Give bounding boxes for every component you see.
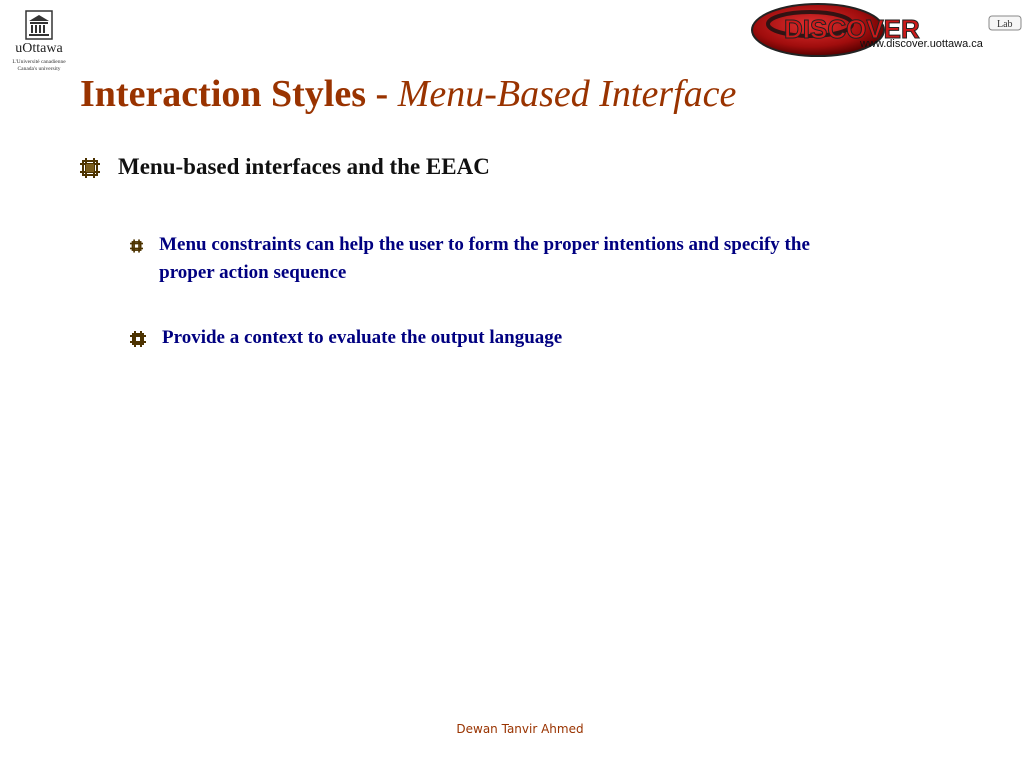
subbullet-item bbox=[130, 324, 850, 352]
uottawa-logo bbox=[8, 10, 70, 72]
tagline-line-2: Canada's university bbox=[17, 65, 61, 72]
lab-badge: Lab bbox=[997, 19, 1013, 30]
title-main: Interaction Styles - bbox=[80, 73, 398, 115]
subbullet-item bbox=[130, 231, 850, 287]
square-bullet-icon bbox=[130, 331, 146, 347]
subbullet-text: Menu constraints can help the user to form the proper intentions and specify the proper action sequence bbox=[159, 234, 810, 283]
tagline-line-1: L'Université canadienne bbox=[12, 59, 66, 65]
bullet-text: Menu-based interfaces and the EEAC bbox=[118, 154, 490, 179]
university-tagline bbox=[8, 59, 70, 72]
slide-title bbox=[80, 72, 736, 116]
bullet-level1 bbox=[80, 152, 490, 182]
lab-name: DISCOVER bbox=[784, 14, 920, 44]
square-bullet-icon bbox=[80, 158, 100, 178]
title-subtitle: Menu-Based Interface bbox=[397, 73, 737, 115]
footer-author: Dewan Tanvir Ahmed bbox=[456, 722, 584, 736]
square-bullet-icon bbox=[130, 238, 143, 254]
subbullet-text: Provide a context to evaluate the output language bbox=[162, 327, 563, 348]
university-name: uOttawa bbox=[15, 41, 63, 56]
lab-url: www.discover.uottawa.ca bbox=[860, 38, 983, 50]
university-building-icon bbox=[25, 10, 53, 40]
